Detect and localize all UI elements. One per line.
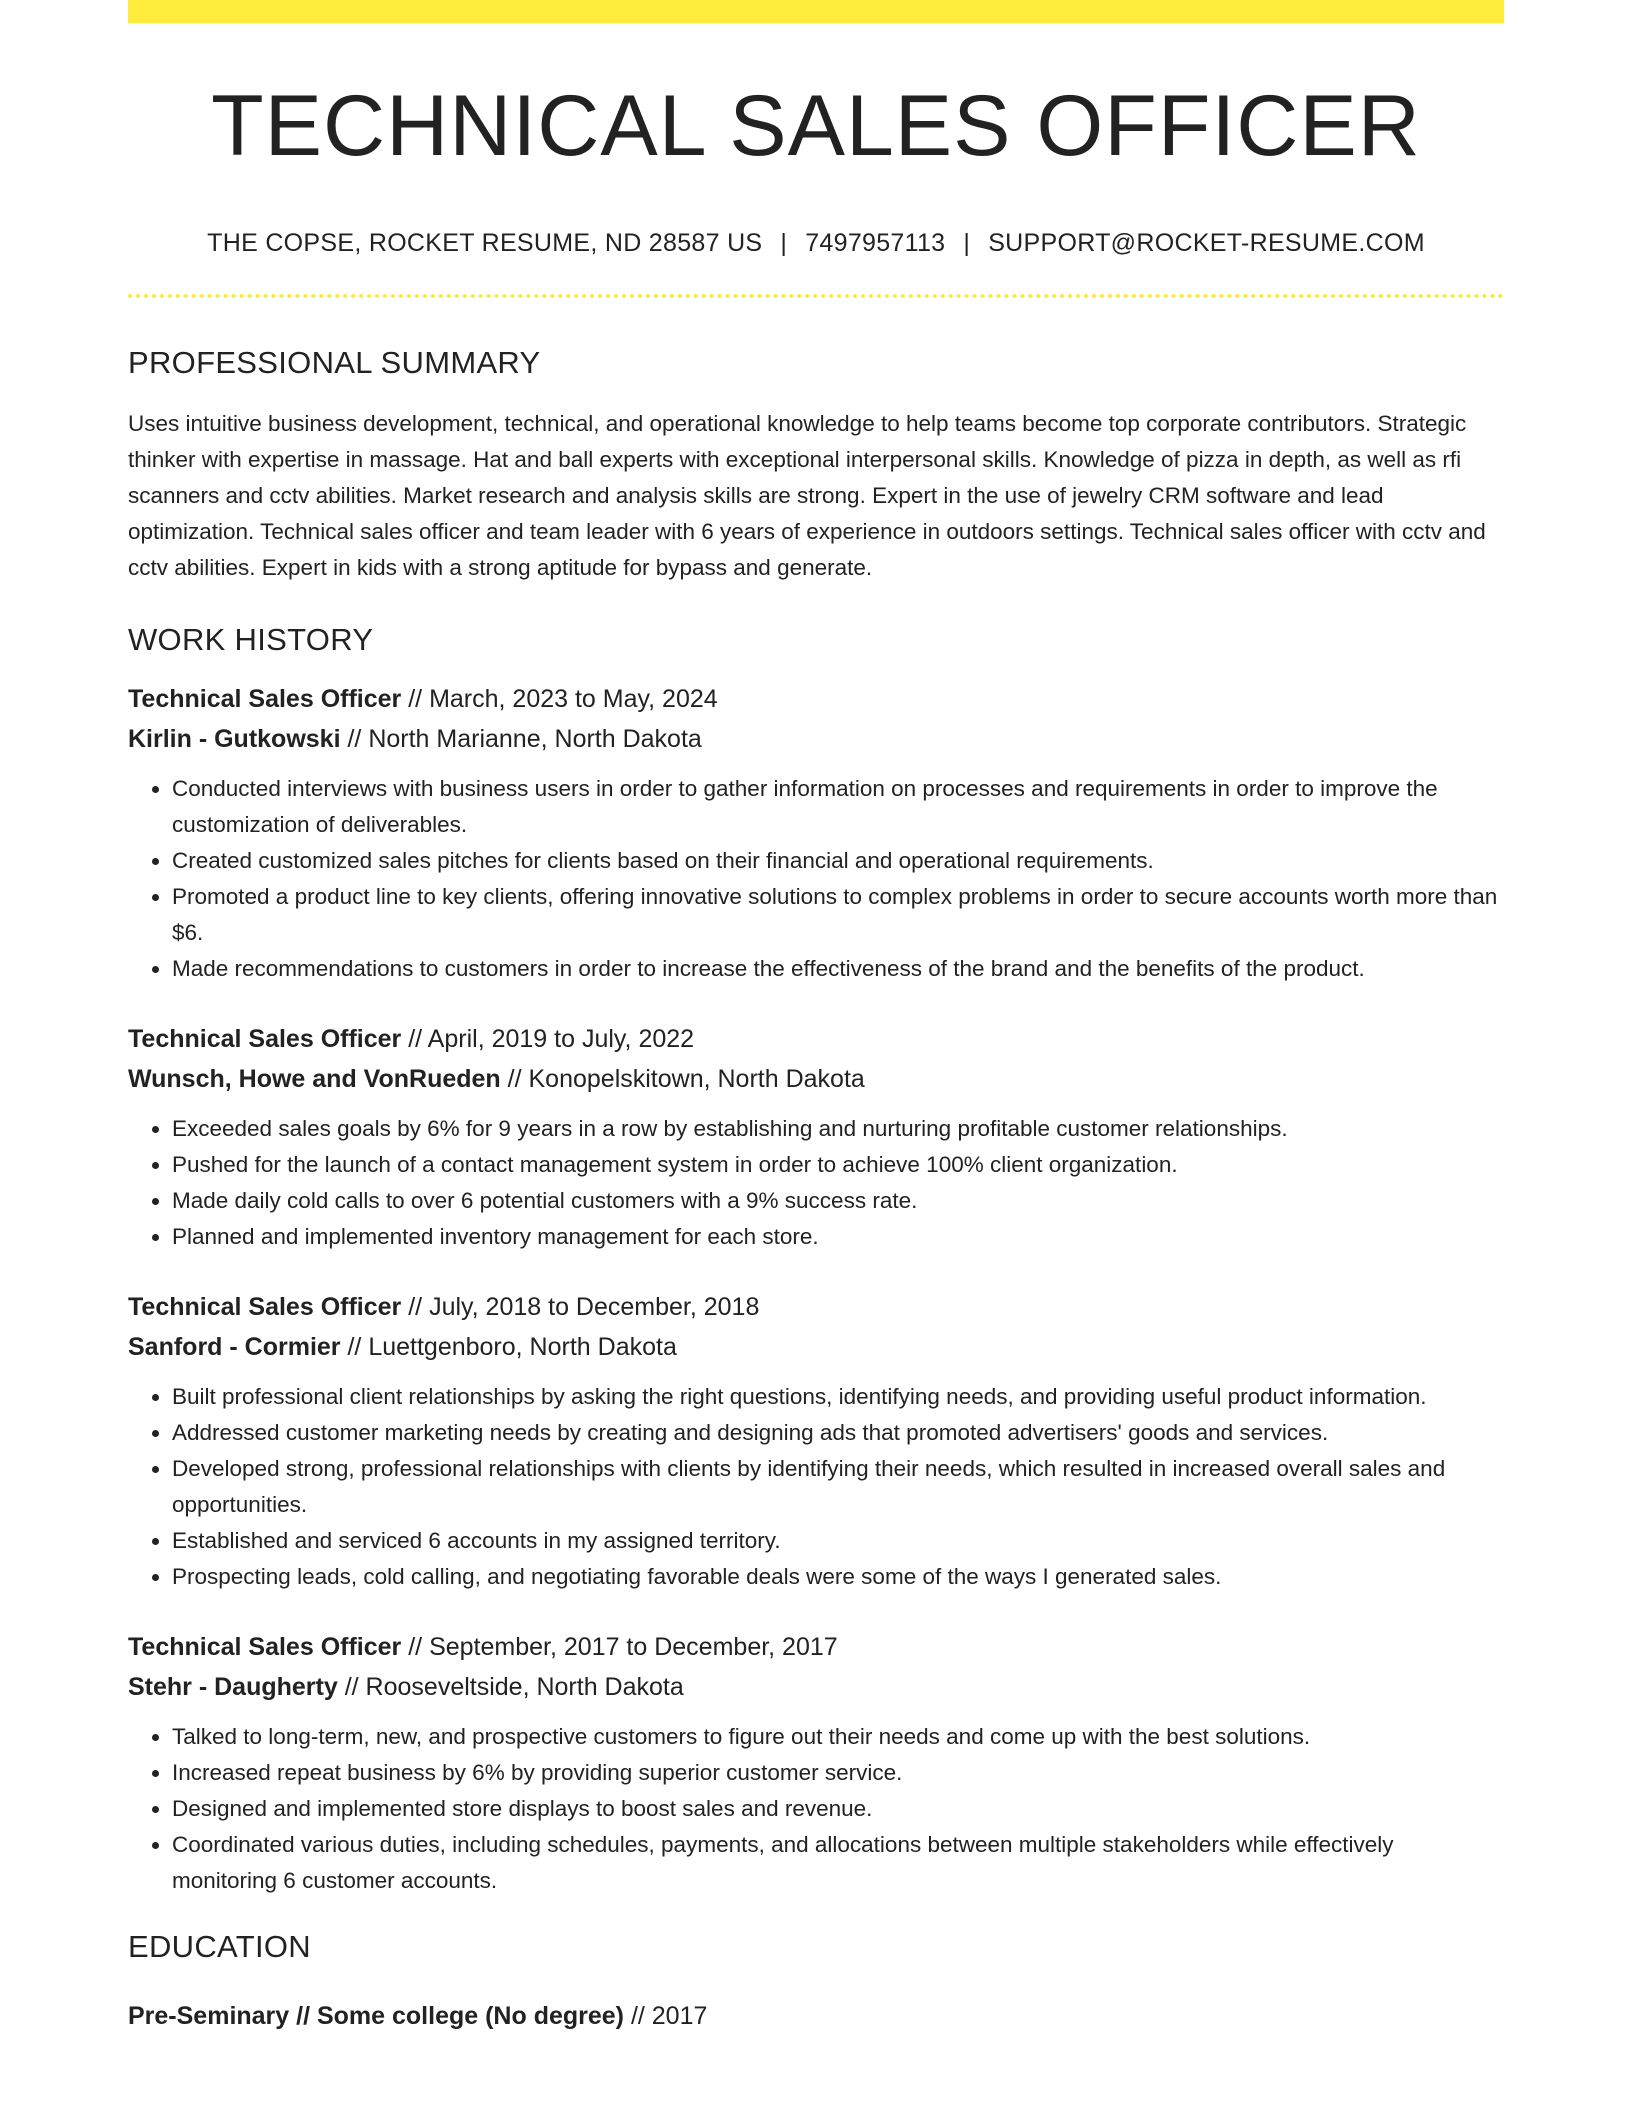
job-entry — [128, 1287, 1504, 1595]
job-company: Sanford - Cormier — [128, 1333, 341, 1361]
job-bullet: • Made recommendations to customers in order to increase the effectiveness of the brand and the benefits of the product. — [172, 951, 1504, 987]
job-title-line — [128, 1627, 1504, 1667]
job-title-line — [128, 1287, 1504, 1327]
job-company: Kirlin - Gutkowski — [128, 725, 341, 753]
education-year: // 2017 — [624, 2002, 708, 2030]
job-title: Technical Sales Officer — [128, 1025, 402, 1053]
job-bullets — [128, 1111, 1504, 1255]
job-bullet: • Pushed for the launch of a contact management system in order to achieve 100% client organization. — [172, 1147, 1504, 1183]
job-dates: // September, 2017 to December, 2017 — [401, 1633, 838, 1661]
job-dates: // April, 2019 to July, 2022 — [401, 1025, 695, 1053]
job-entry — [128, 1019, 1504, 1255]
job-dates: // March, 2023 to May, 2024 — [401, 685, 718, 713]
education-heading: EDUCATION — [128, 1929, 311, 1964]
job-bullets — [128, 1379, 1504, 1595]
job-bullet: • Designed and implemented store displays to boost sales and revenue. — [172, 1791, 1504, 1827]
job-company: Wunsch, Howe and VonRueden — [128, 1065, 501, 1093]
job-bullet: • Prospecting leads, cold calling, and negotiating favorable deals were some of the ways I generated sales. — [172, 1559, 1504, 1595]
job-bullets — [128, 771, 1504, 987]
job-company-line — [128, 1059, 1504, 1099]
job-bullet: • Increased repeat business by 6% by providing superior customer service. — [172, 1755, 1504, 1791]
job-bullets — [128, 1719, 1504, 1899]
resume-title: TECHNICAL SALES OFFICER — [211, 78, 1421, 174]
contact-phone[interactable]: 7497957113 — [805, 229, 946, 257]
contact-email[interactable]: SUPPORT@ROCKET-RESUME.COM — [988, 229, 1425, 257]
job-bullet: • Addressed customer marketing needs by creating and designing ads that promoted advertisers' goods and services. — [172, 1415, 1504, 1451]
accent-top-bar — [128, 0, 1504, 23]
job-entry — [128, 679, 1504, 987]
job-bullet: • Talked to long-term, new, and prospective customers to figure out their needs and come up with the best solutions. — [172, 1719, 1504, 1755]
education-degree: Pre-Seminary // Some college (No degree) — [128, 2002, 624, 2030]
job-location: // North Marianne, North Dakota — [340, 725, 702, 753]
job-bullet: • Conducted interviews with business users in order to gather information on processes and requirements in order to improve the customization of deliverables. — [172, 771, 1504, 843]
job-location: // Luettgenboro, North Dakota — [340, 1333, 677, 1361]
contact-separator: | — [963, 229, 971, 257]
education-entry — [128, 1996, 1504, 2036]
contact-line — [128, 231, 1504, 256]
job-title-line — [128, 1019, 1504, 1059]
job-dates: // July, 2018 to December, 2018 — [401, 1293, 760, 1321]
job-bullet: • Made daily cold calls to over 6 potential customers with a 9% success rate. — [172, 1183, 1504, 1219]
job-bullet: • Established and serviced 6 accounts in my assigned territory. — [172, 1523, 1504, 1559]
job-bullet: • Promoted a product line to key clients, offering innovative solutions to complex problems in order to secure accounts worth more than $6. — [172, 879, 1504, 951]
dotted-divider — [128, 294, 1504, 298]
resume-page — [128, 0, 1504, 2036]
job-bullet: • Built professional client relationships by asking the right questions, identifying needs, and providing useful product information. — [172, 1379, 1504, 1415]
job-company-line — [128, 1667, 1504, 1707]
job-title: Technical Sales Officer — [128, 1633, 402, 1661]
job-company-line — [128, 719, 1504, 759]
job-title: Technical Sales Officer — [128, 1293, 402, 1321]
job-entry — [128, 1627, 1504, 1899]
summary-text: Uses intuitive business development, technical, and operational knowledge to help teams become top corporate contributors. Strategic thinker with expertise in massage. Hat and ball experts with exceptional interpersonal skills. Knowledge of pizza in depth, as well as rfi scanners and cctv abilities. Market research and analysis skills are strong. Expert in the use of jewelry CRM software and lead optimization. Technical sales officer and team leader with 6 years of experience in outdoors settings. Technical sales officer with cctv and cctv abilities. Expert in kids with a strong aptitude for bypass and generate. — [128, 411, 1486, 580]
job-company-line — [128, 1327, 1504, 1367]
summary-heading: PROFESSIONAL SUMMARY — [128, 345, 541, 380]
job-bullet: • Planned and implemented inventory management for each store. — [172, 1219, 1504, 1255]
job-title-line — [128, 679, 1504, 719]
job-bullet: • Created customized sales pitches for clients based on their financial and operational requirements. — [172, 843, 1504, 879]
job-location: // Konopelskitown, North Dakota — [500, 1065, 865, 1093]
job-location: // Rooseveltside, North Dakota — [337, 1673, 684, 1701]
contact-separator: | — [780, 229, 788, 257]
job-title: Technical Sales Officer — [128, 685, 402, 713]
contact-address: THE COPSE, ROCKET RESUME, ND 28587 US — [207, 229, 763, 257]
job-company: Stehr - Daugherty — [128, 1673, 338, 1701]
job-bullet: • Exceeded sales goals by 6% for 9 years in a row by establishing and nurturing profitable customer relationships. — [172, 1111, 1504, 1147]
job-bullet: • Developed strong, professional relationships with clients by identifying their needs, which resulted in increased overall sales and opportunities. — [172, 1451, 1504, 1523]
work-history-heading: WORK HISTORY — [128, 622, 374, 657]
job-bullet: • Coordinated various duties, including schedules, payments, and allocations between multiple stakeholders while effectively monitoring 6 customer accounts. — [172, 1827, 1504, 1899]
